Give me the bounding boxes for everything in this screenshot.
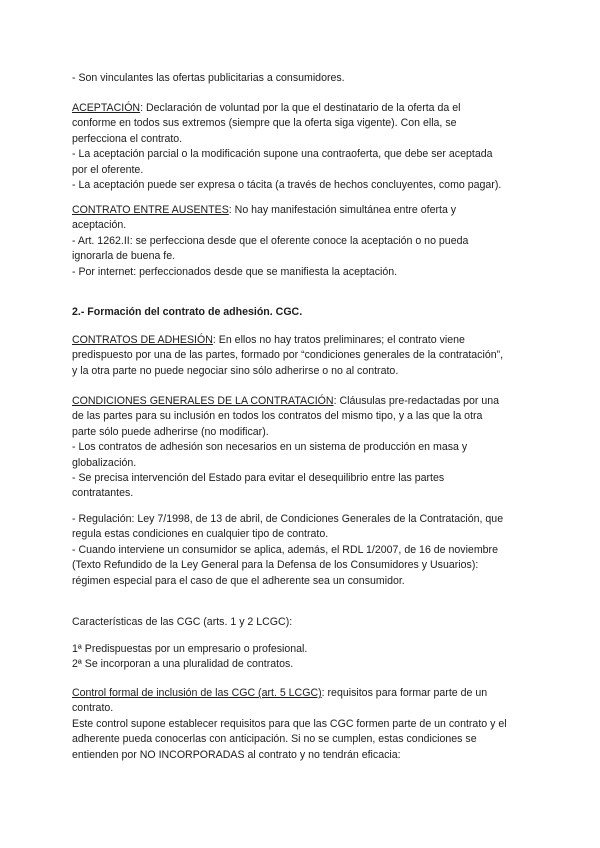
text-line: globalización.: [72, 456, 137, 469]
text-line: predispuesto por una de las partes, formado por “condiciones generales de la contratación”,: [72, 349, 504, 362]
paragraph-condiciones-generales: [72, 394, 536, 502]
text-line: Este control supone establecer requisitos para que las CGC formen parte de un contrato y el: [72, 717, 507, 730]
text-line: [72, 686, 536, 701]
text-line: - Por internet: perfeccionados desde que se manifiesta la aceptación.: [72, 265, 398, 278]
text-line: de las partes para su inclusión en todos los contratos del mismo tipo, y a las que la otra: [72, 410, 483, 423]
list-item: 2ª Se incorporan a una pluralidad de contratos.: [72, 658, 294, 671]
definition-text: : Declaración de voluntad por la que el destinatario de la oferta da el: [140, 102, 461, 114]
text-line: - La aceptación parcial o la modificación supone una contraoferta, que debe ser aceptada: [72, 148, 493, 161]
text-line: - Regulación: Ley 7/1998, de 13 de abril, de Condiciones Generales de la Contratación, que: [72, 513, 504, 525]
list-caracteristicas: [72, 642, 536, 673]
text-line: - Los contratos de adhesión son necesarios en un sistema de producción en masa y: [72, 441, 468, 454]
section-heading: [72, 305, 536, 320]
text-line: - Se precisa intervención del Estado para evitar el desequilibrio entre las partes: [72, 472, 445, 485]
text-line: contrato.: [72, 702, 114, 715]
text-line: - Son vinculantes las ofertas publicitarias a consumidores.: [72, 72, 345, 84]
definition-text: : requisitos para formar parte de un: [321, 687, 488, 699]
text-line: ignorarla de buena fe.: [72, 250, 176, 263]
text-line: [72, 203, 536, 218]
text-line: - La aceptación puede ser expresa o tácita (a través de hechos concluyentes, como pagar).: [72, 179, 502, 192]
definition-text: : En ellos no hay tratos preliminares; el contrato viene: [212, 334, 465, 346]
paragraph-regulacion: [72, 512, 536, 589]
text-line: regula estas condiciones en cualquier tipo de contrato.: [72, 528, 329, 541]
paragraph-caracteristicas-title: [72, 615, 536, 630]
list-item: 1ª Predispuestas por un empresario o profesional.: [72, 643, 308, 655]
text-line: [72, 394, 536, 409]
text-line: entienden por NO INCORPORADAS al contrato y no tendrán eficacia:: [72, 748, 401, 761]
paragraph-control-formal: [72, 686, 536, 763]
text-line: parte sólo puede adherirse (no modificar).: [72, 425, 269, 438]
paragraph-aceptacion: [72, 101, 536, 193]
definition-text: : No hay manifestación simultánea entre oferta y: [228, 204, 457, 216]
section-title: 2.- Formación del contrato de adhesión. CGC.: [72, 306, 303, 318]
text-line: - Cuando interviene un consumidor se aplica, además, el RDL 1/2007, de 16 de noviembre: [72, 543, 498, 556]
text-line: por el oferente.: [72, 163, 144, 176]
text-line: perfecciona el contrato.: [72, 132, 183, 145]
paragraph-ofertas: [72, 71, 536, 86]
text-line: contratantes.: [72, 487, 134, 500]
text-line: adherente pueda conocerlas con anticipación. Si no se cumplen, estas condiciones se: [72, 733, 477, 746]
paragraph-contratos-adhesion: [72, 333, 536, 379]
text-line: [72, 333, 536, 348]
term-aceptacion: ACEPTACIÓN: [72, 102, 141, 114]
text-line: conforme en todos sus extremos (siempre que la oferta siga vigente). Con ella, se: [72, 117, 457, 130]
term-contratos-adhesion: CONTRATOS DE ADHESIÓN: [72, 334, 213, 346]
definition-text: : Cláusulas pre-redactadas por una: [333, 395, 500, 407]
text-line: Características de las CGC (arts. 1 y 2 LCGC):: [72, 616, 293, 628]
paragraph-contrato-ausentes: [72, 203, 536, 280]
term-control-formal: Control formal de inclusión de las CGC (art. 5 LCGC): [72, 687, 322, 699]
text-line: (Texto Refundido de la Ley General para la Defensa de los Consumidores y Usuarios):: [72, 559, 479, 572]
text-line: régimen especial para el caso de que el adherente sea un consumidor.: [72, 574, 405, 587]
text-line: y la otra parte no puede negociar sino sólo adherirse o no al contrato.: [72, 364, 399, 377]
term-contrato-ausentes: CONTRATO ENTRE AUSENTES: [72, 204, 229, 216]
text-line: [72, 101, 536, 116]
term-condiciones-generales: CONDICIONES GENERALES DE LA CONTRATACIÓN: [72, 395, 334, 407]
text-line: aceptación.: [72, 219, 127, 232]
text-line: - Art. 1262.II: se perfecciona desde que el oferente conoce la aceptación o no pueda: [72, 234, 469, 247]
